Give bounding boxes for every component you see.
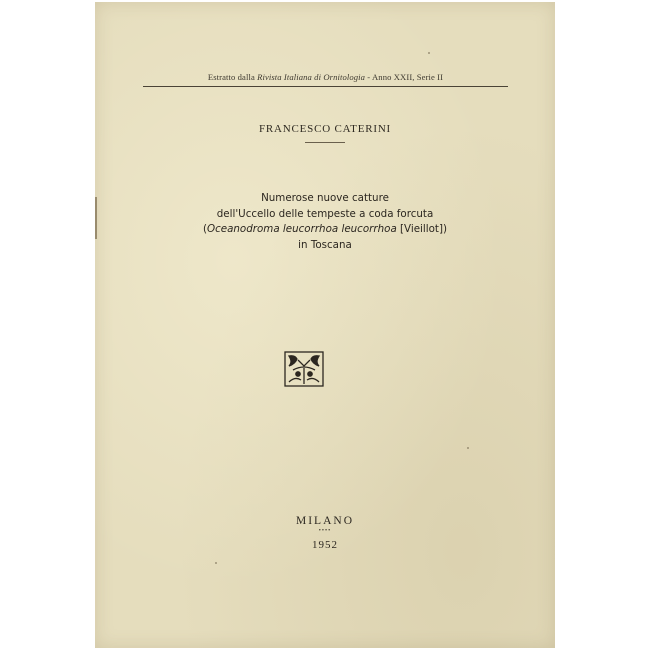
header-rule — [143, 86, 508, 87]
imprint-separator: •••• — [318, 528, 332, 534]
header-prefix: Estratto dalla — [207, 72, 258, 82]
author-name: FRANCESCO CATERINI — [258, 123, 392, 135]
paper-speck — [428, 52, 430, 54]
document-page — [95, 2, 555, 648]
title-line-4: in Toscana — [298, 238, 352, 251]
imprint-year: 1952 — [312, 539, 338, 551]
paper-speck — [215, 562, 217, 564]
author-rule — [305, 142, 345, 143]
title-authority: [Vieillot] — [396, 223, 443, 235]
imprint-city: MILANO — [296, 515, 354, 527]
title-line-2: dell'Uccello delle tempeste a coda forcuta — [216, 207, 434, 220]
article-title — [95, 191, 555, 253]
title-paren-close: ) — [443, 223, 448, 235]
publisher-device-icon — [283, 350, 325, 388]
header-journal: Rivista Italiana di Ornitologia — [257, 72, 366, 82]
title-line-3 — [95, 222, 555, 238]
paper-speck — [467, 447, 469, 449]
header-suffix: - Anno XXII, Serie II — [365, 72, 444, 82]
offprint-header — [143, 72, 508, 82]
title-line-1: Numerose nuove catture — [261, 192, 389, 204]
title-paren-open: ( — [202, 223, 207, 235]
title-species: Oceanodroma leucorrhoa leucorrhoa — [206, 223, 397, 235]
